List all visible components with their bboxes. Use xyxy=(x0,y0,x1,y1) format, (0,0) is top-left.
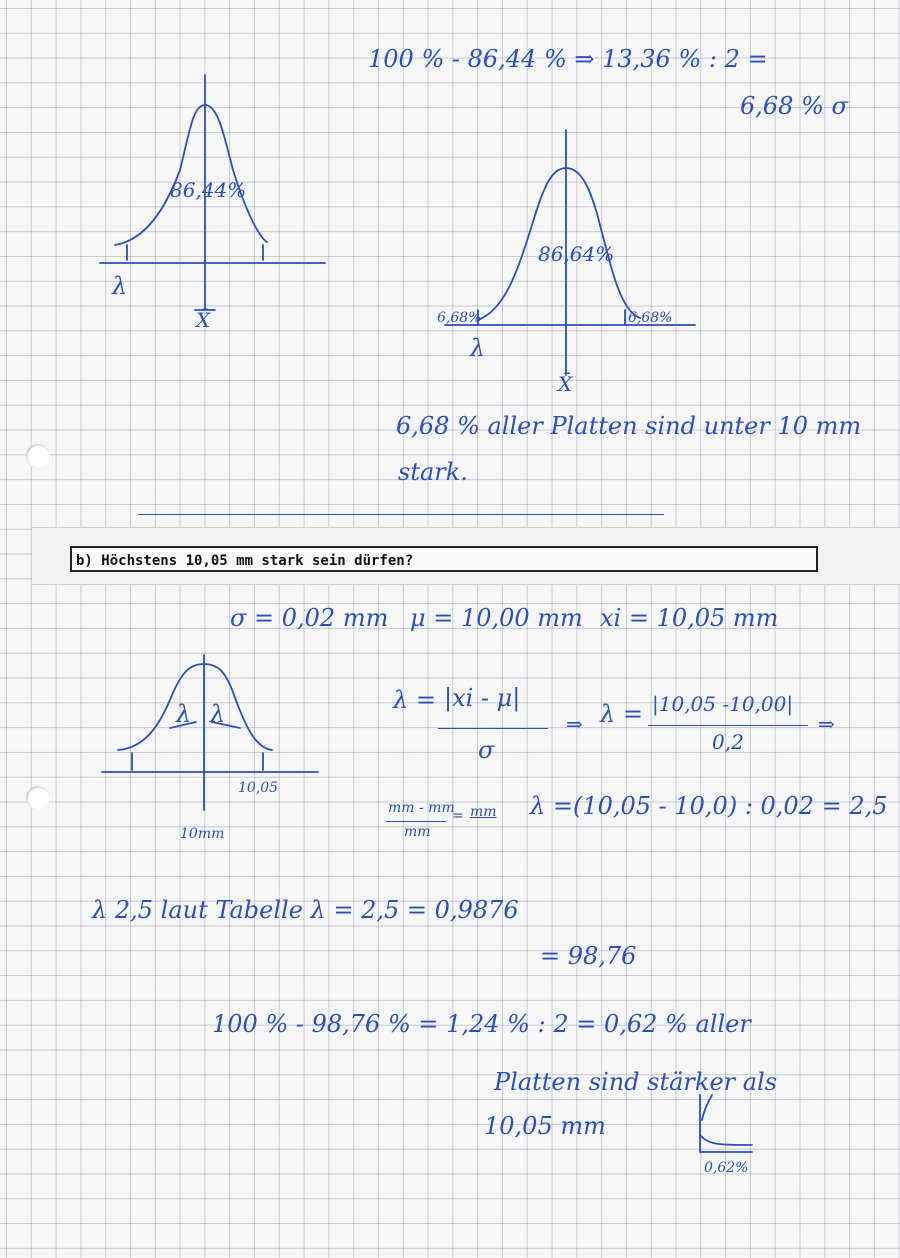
xi-value: xi = 10,05 mm xyxy=(600,604,779,632)
result-line-3: 10,05 mm xyxy=(484,1112,606,1140)
tail-mini-sketch xyxy=(690,1090,770,1160)
curve-2-x: X̄ xyxy=(558,372,573,396)
formula-denominator: σ xyxy=(478,736,495,764)
formula-2-numerator: |10,05 -10,00| xyxy=(652,692,794,716)
result-line-2: Platten sind stärker als xyxy=(494,1068,778,1096)
curve-3-lambda-left: λ xyxy=(176,700,192,728)
units-equals: = xyxy=(452,808,464,824)
curve-1-lambda: λ xyxy=(112,272,128,300)
curve-2-percent: 86,64% xyxy=(538,242,615,266)
formula-2-lhs: λ = xyxy=(600,700,643,728)
formula-2-fraction-bar xyxy=(648,725,808,726)
units-numerator: mm - mm xyxy=(388,800,455,816)
table-percent: = 98,76 xyxy=(540,942,637,970)
lambda-calculation: λ =(10,05 - 10,0) : 0,02 = 2,5 xyxy=(530,792,888,820)
curve-2-right-percent: 6,68% xyxy=(628,310,673,326)
units-result: mm xyxy=(470,804,497,820)
result-line-1: 100 % - 98,76 % = 1,24 % : 2 = 0,62 % aller xyxy=(212,1010,751,1038)
calc-line-2: 6,68 % σ xyxy=(740,92,848,120)
curve-2-left-percent: 6,68% xyxy=(437,310,482,326)
tail-mini-label: 0,62% xyxy=(704,1160,749,1176)
question-b-box: b) Höchstens 10,05 mm stark sein dürfen? xyxy=(70,546,818,572)
calc-line-1: 100 % - 86,44 % ⇒ 13,36 % : 2 = xyxy=(368,45,768,73)
implies-2: ⇒ xyxy=(818,712,835,736)
units-denominator: mm xyxy=(404,824,431,840)
punch-hole-upper xyxy=(26,444,50,468)
curve-1-percent: 86,44% xyxy=(170,178,247,202)
curve-2-lambda: λ xyxy=(470,334,486,362)
implies-1: ⇒ xyxy=(566,712,583,736)
normal-curve-3 xyxy=(100,650,330,830)
units-fraction-bar xyxy=(386,821,446,822)
formula-2-denominator: 0,2 xyxy=(712,730,744,754)
curve-1-x: X̄ xyxy=(196,308,211,332)
curve-3-lambda-right: λ xyxy=(210,700,226,728)
formula-lhs: λ = xyxy=(393,686,436,714)
sigma-value: σ = 0,02 mm xyxy=(230,604,389,632)
punch-hole-lower xyxy=(26,786,50,810)
divider-line xyxy=(138,514,664,515)
table-lookup-line: λ 2,5 laut Tabelle λ = 2,5 = 0,9876 xyxy=(92,896,519,924)
curve-3-right-label: 10,05 xyxy=(238,780,279,796)
formula-fraction-bar xyxy=(438,728,548,729)
conclusion-line-2: stark. xyxy=(398,458,468,486)
conclusion-line-1: 6,68 % aller Platten sind unter 10 mm xyxy=(396,412,862,440)
formula-numerator: |xi - μ| xyxy=(444,684,521,712)
curve-3-bottom-label: 10mm xyxy=(180,826,225,842)
mu-value: μ = 10,00 mm xyxy=(410,604,583,632)
